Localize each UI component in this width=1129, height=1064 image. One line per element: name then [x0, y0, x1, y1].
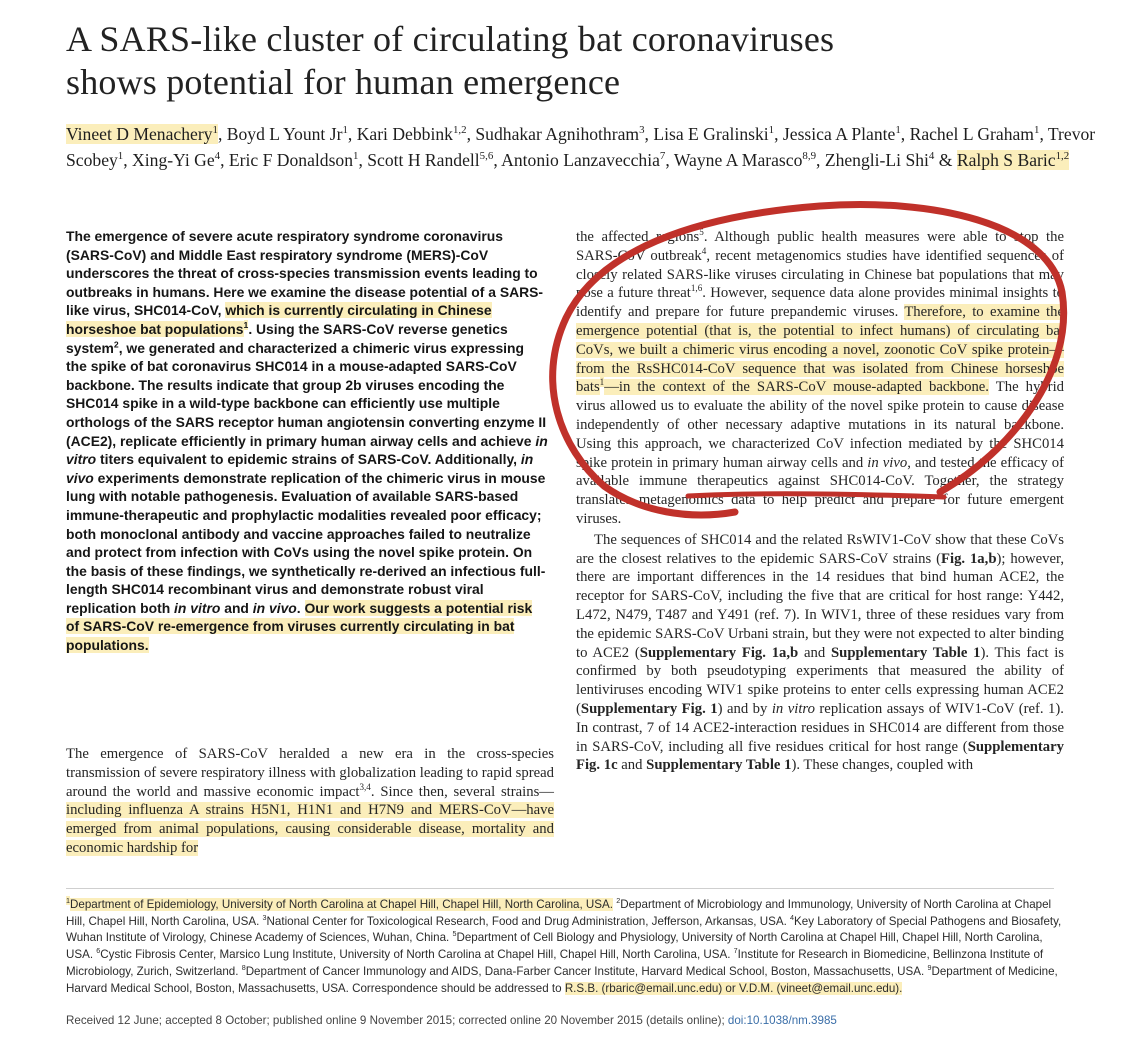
abstract-text: The emergence of severe acute respiratory syndrome coronavirus (SARS-CoV) and Middle East respiratory syndrome (MERS)-CoV underscores the threat of cross-species transmission events leading to outbreaks in humans. Here we examine the disease potential of a SARS-like virus, SHC014-CoV, which is currently circulating in Chinese horseshoe bat populations$^1$. Using the SARS-CoV reverse genetics system$^2$, we generated and characterized a chimeric virus expressing the spike of bat coronavirus SHC014 in a mouse-adapted SARS-CoV backbone. The results indicate that group 2b viruses encoding the SHC014 spike in a wild-type backbone can efficiently use multiple orthologs of the SARS receptor human angiotensin converting enzyme II (ACE2), replicate efficiently in primary human airway cells and achieve in vitro titers equivalent to epidemic strains of SARS-CoV. Additionally, in vivo experiments demonstrate replication of the chimeric virus in mouse lung with notable pathogenesis. Evaluation of available SARS-based immune-therapeutic and prophylactic modalities revealed poor efficacy; both monoclonal antibody and vaccine approaches failed to neutralize and protect from infection with CoVs using the novel spike protein. On the basis of these findings, we synthetically re-derived an infectious full-length SHC014 recombinant virus and demonstrate robust viral replication both in vitro and in vivo. Our work suggests a potential risk of SARS-CoV re-emergence from viruses currently circulating in bat populations.: [66, 228, 548, 654]
author-name: Jessica A Plante$^1$: [782, 124, 901, 144]
author-name: Zhengli-Li Shi$^4$: [824, 150, 935, 170]
doi-link[interactable]: doi:10.1038/nm.3985: [727, 1014, 837, 1027]
abstract: [66, 227, 548, 655]
author-name: Lisa E Gralinski$^1$: [653, 124, 775, 144]
author-name: Scott H Randell$^{5,6}$: [367, 150, 494, 170]
highlight: Department of Epidemiology, University of North Carolina at Chapel Hill, Chapel Hill, North Carolina, USA.: [70, 898, 613, 911]
affiliations-text: $^1$Department of Epidemiology, University of North Carolina at Chapel Hill, Chapel Hill, North Carolina, USA. $^2$Department of Microbiology and Immunology, University of North Carolina at Chapel Hill, Chapel Hill, North Carolina, USA. $^3$National Center for Toxicological Research, Food and Drug Administration, Jefferson, Arkansas, USA. $^4$Key Laboratory of Special Pathogens and Biosafety, Wuhan Institute of Virology, Chinese Academy of Sciences, Wuhan, China. $^5$Department of Cell Biology and Physiology, University of North Carolina at Chapel Hill, Chapel Hill, North Carolina, USA. $^6$Cystic Fibrosis Center, Marsico Lung Institute, University of North Carolina at Chapel Hill, Chapel Hill, North Carolina, USA. $^7$Institute for Research in Biomedicine, Bellinzona Institute of Microbiology, Zurich, Switzerland. $^8$Department of Cancer Immunology and AIDS, Dana-Farber Cancer Institute, Harvard Medical School, Boston, Massachusetts, USA. $^9$Department of Medicine, Harvard Medical School, Boston, Massachusetts, USA. Correspondence should be addressed to R.S.B. (rbaric@email.unc.edu) or V.D.M. (vineet@email.unc.edu).: [66, 896, 1062, 995]
author-name: Wayne A Marasco$^{8,9}$: [673, 150, 817, 170]
author-name: Ralph S Baric$^{1,2}$: [956, 150, 1070, 170]
author-name: Kari Debbink$^{1,2}$: [356, 124, 467, 144]
affiliations: [66, 897, 1066, 997]
right-paragraph-2: The sequences of SHC014 and the related RsWIV1-CoV show that these CoVs are the closest relatives to the epidemic SARS-CoV strains (Fig. 1a,b); however, there are important differences in the 14 residues that bind human ACE2, the receptor for SARS-CoV, including the five that are critical for host range: Y442, L472, N479, T487 and Y491 (ref. 7). In WIV1, three of these residues vary from the epidemic SARS-CoV Urbani strain, but they were not expected to alter binding to ACE2 (Supplementary Fig. 1a,b and Supplementary Table 1). This fact is confirmed by both pseudotyping experiments that measured the ability of lentiviruses encoding WIV1 spike proteins to enter cells expressing human ACE2 (Supplementary Fig. 1) and by in vitro replication assays of WIV1-CoV (ref. 1). In contrast, 7 of 14 ACE2-interaction residues in SHC014 are different from those in SARS-CoV, including all five residues critical for host range (Supplementary Fig. 1c and Supplementary Table 1). These changes, coupled with: [576, 531, 1065, 774]
right-paragraph-1: the affected regions$^5$. Although public health measures were able to stop the SARS-CoV outbreak$^4$, recent metagenomics studies have identified sequences of closely related SARS-like viruses circulating in Chinese bat populations that may pose a future threat$^{1,6}$. However, sequence data alone provides minimal insights to identify and prepare for future prepandemic viruses. Therefore, to examine the emergence potential (that is, the potential to infect humans) of circulating bat CoVs, we built a chimeric virus encoding a novel, zoonotic CoV spike protein—from the RsSHC014-CoV sequence that was isolated from Chinese horseshoe bats$^1$—in the context of the SARS-CoV mouse-adapted backbone. The hybrid virus allowed us to evaluate the ability of the novel spike protein to cause disease independently of other necessary adaptive mutations in its natural backbone. Using this approach, we characterized CoV infection mediated by the SHC014 spike protein in primary human airway cells and in vivo, and tested the efficacy of available immune therapeutics against SHC014-CoV. Together, the strategy translates metagenomics data to help predict and prepare for future emergent viruses.: [576, 227, 1065, 527]
highlight: Therefore, to examine the emergence potential (that is, the potential to infect humans) of circulating bat CoVs, we built a chimeric virus encoding a novel, zoonotic CoV spike protein—from the RsSHC014-CoV sequence that was isolated from Chinese horseshoe bats: [576, 304, 1064, 396]
highlight: Our work suggests a potential risk of SARS-CoV re-emergence from viruses currently circulating in bat populations.: [66, 599, 533, 654]
intro-text: The emergence of SARS-CoV heralded a new era in the cross-species transmission of severe respiratory illness with globalization leading to rapid spread around the world and massive economic impact$^{3,4}$. Since then, several strains—including influenza A strains H5N1, H1N1 and H7N9 and MERS-CoV—have emerged from animal populations, causing considerable disease, mortality and economic hardship for: [66, 746, 554, 856]
article-title: [66, 18, 1106, 104]
author-name: Trevor Scobey$^1$: [66, 124, 1096, 170]
correspondence-emails: R.S.B. (rbaric@email.unc.edu) or V.D.M. (vineet@email.unc.edu).: [564, 981, 903, 995]
author-name: Eric F Donaldson$^1$: [228, 150, 359, 170]
author-name: Xing-Yi Ge$^4$: [132, 150, 221, 170]
author-name: Sudhakar Agnihothram$^3$: [475, 124, 645, 144]
highlight: —in the context of the SARS-CoV mouse-adapted backbone.: [604, 379, 989, 396]
title-line-2: shows potential for human emergence: [66, 62, 621, 102]
author-name: Rachel L Graham$^1$: [909, 124, 1040, 144]
author-name: Vineet D Menachery$^1$: [66, 124, 218, 144]
author-name: Antonio Lanzavecchia$^7$: [501, 150, 666, 170]
highlight: including influenza A strains H5N1, H1N1 and H7N9 and MERS-CoV—have emerged from animal populations, causing considerable disease, mortality and economic hardship for: [66, 802, 554, 856]
footnote-divider: [66, 888, 1054, 889]
title-line-1: A SARS-like cluster of circulating bat coronaviruses: [66, 19, 835, 59]
author-list: Vineet D Menachery$^1$, Boyd L Yount Jr$^1$, Kari Debbink$^{1,2}$, Sudhakar Agnihothram$^3$, Lisa E Gralinski$^1$, Jessica A Plante$^1$, Rachel L Graham$^1$, Trevor Scobey$^1$, Xing-Yi Ge$^4$, Eric F Donaldson$^1$, Scott H Randell$^{5,6}$, Antonio Lanzavecchia$^7$, Wayne A Marasco$^{8,9}$, Zhengli-Li Shi$^4$ & Ralph S Baric$^{1,2}$: [66, 124, 1096, 170]
author-name: Boyd L Yount Jr$^1$: [226, 124, 348, 144]
received-dates: Received 12 June; accepted 8 October; published online 9 November 2015; corrected online 20 November 2015 (details online); doi:10.1038/nm.3985: [66, 1014, 837, 1027]
right-column: [576, 228, 1064, 775]
intro-paragraph: [66, 745, 554, 858]
highlight: which is currently circulating in Chinese horseshoe bat populations: [66, 302, 492, 337]
